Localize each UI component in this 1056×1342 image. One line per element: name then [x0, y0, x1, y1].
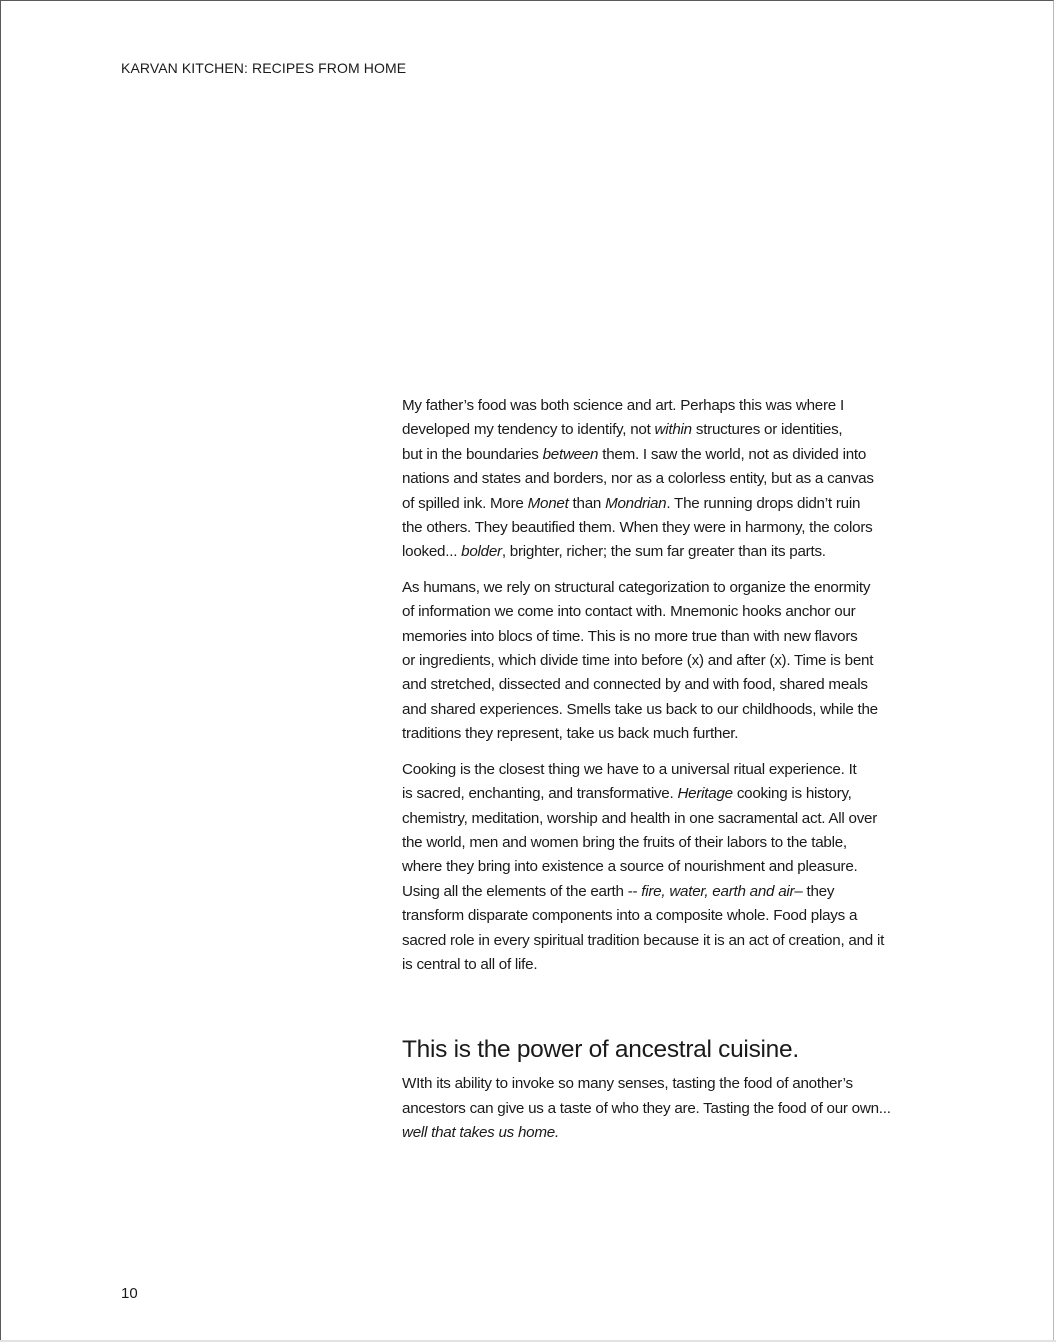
body-paragraph [402, 758, 947, 978]
body-paragraph [402, 394, 947, 565]
text-line: Using all the elements of the earth -- fire, water, earth and air– they [402, 882, 835, 900]
text-line: the world, men and women bring the fruits of their labors to the table, [402, 833, 847, 851]
text-line: and shared experiences. Smells take us back to our childhoods, while the [402, 700, 878, 718]
text-line: nations and states and borders, nor as a colorless entity, but as a canvas [402, 470, 874, 488]
text-line: is central to all of life. [402, 955, 538, 973]
body-paragraph [402, 576, 947, 747]
running-header: KARVAN KITCHEN: RECIPES FROM HOME [121, 60, 407, 76]
italic-emphasis: Monet [527, 494, 569, 512]
body-text-column [402, 394, 947, 1157]
section-spacer [402, 988, 947, 1035]
text-line: and stretched, dissected and connected by and with food, shared meals [402, 676, 868, 694]
text-line: memories into blocs of time. This is no more true than with new flavors [402, 627, 858, 645]
text-line: of spilled ink. More Monet than Mondrian. The running drops didn’t ruin [402, 494, 861, 512]
text-line: developed my tendency to identify, not within structures or identities, [402, 421, 843, 439]
text-line: WIth its ability to invoke so many senses, tasting the food of another’s [402, 1075, 853, 1093]
text-line: traditions they represent, take us back much further. [402, 725, 739, 743]
text-line: or ingredients, which divide time into before (x) and after (x). Time is bent [402, 652, 874, 670]
closing-paragraph [402, 1072, 947, 1145]
section-heading: This is the power of ancestral cuisine. [402, 1036, 799, 1064]
italic-emphasis: fire, water, earth and air [641, 882, 795, 900]
text-line: sacred role in every spiritual tradition because it is an act of creation, and it [402, 931, 885, 949]
text-line: looked... bolder, brighter, richer; the sum far greater than its parts. [402, 543, 826, 561]
italic-emphasis: Mondrian [605, 494, 667, 512]
page-number: 10 [121, 1285, 138, 1302]
text-line [402, 1121, 947, 1145]
italic-emphasis: well that takes us home. [402, 1124, 559, 1142]
text-line: Cooking is the closest thing we have to a universal ritual experience. It [402, 760, 857, 778]
italic-emphasis: within [654, 421, 692, 439]
text-line: ancestors can give us a taste of who they are. Tasting the food of our own... [402, 1099, 891, 1117]
italic-emphasis: Heritage [677, 785, 733, 803]
text-line: transform disparate components into a composite whole. Food plays a [402, 907, 858, 925]
italic-emphasis: bolder [461, 543, 502, 561]
text-line: the others. They beautified them. When they were in harmony, the colors [402, 519, 873, 537]
text-line: is sacred, enchanting, and transformative. Heritage cooking is history, [402, 785, 852, 803]
italic-emphasis: between [542, 445, 599, 463]
text-line: chemistry, meditation, worship and health in one sacramental act. All over [402, 809, 878, 827]
text-line: of information we come into contact with. Mnemonic hooks anchor our [402, 603, 856, 621]
text-line: As humans, we rely on structural categorization to organize the enormity [402, 578, 871, 596]
text-line: but in the boundaries between them. I saw the world, not as divided into [402, 445, 867, 463]
text-line: where they bring into existence a source of nourishment and pleasure. [402, 858, 858, 876]
text-line: My father’s food was both science and art. Perhaps this was where I [402, 397, 844, 414]
